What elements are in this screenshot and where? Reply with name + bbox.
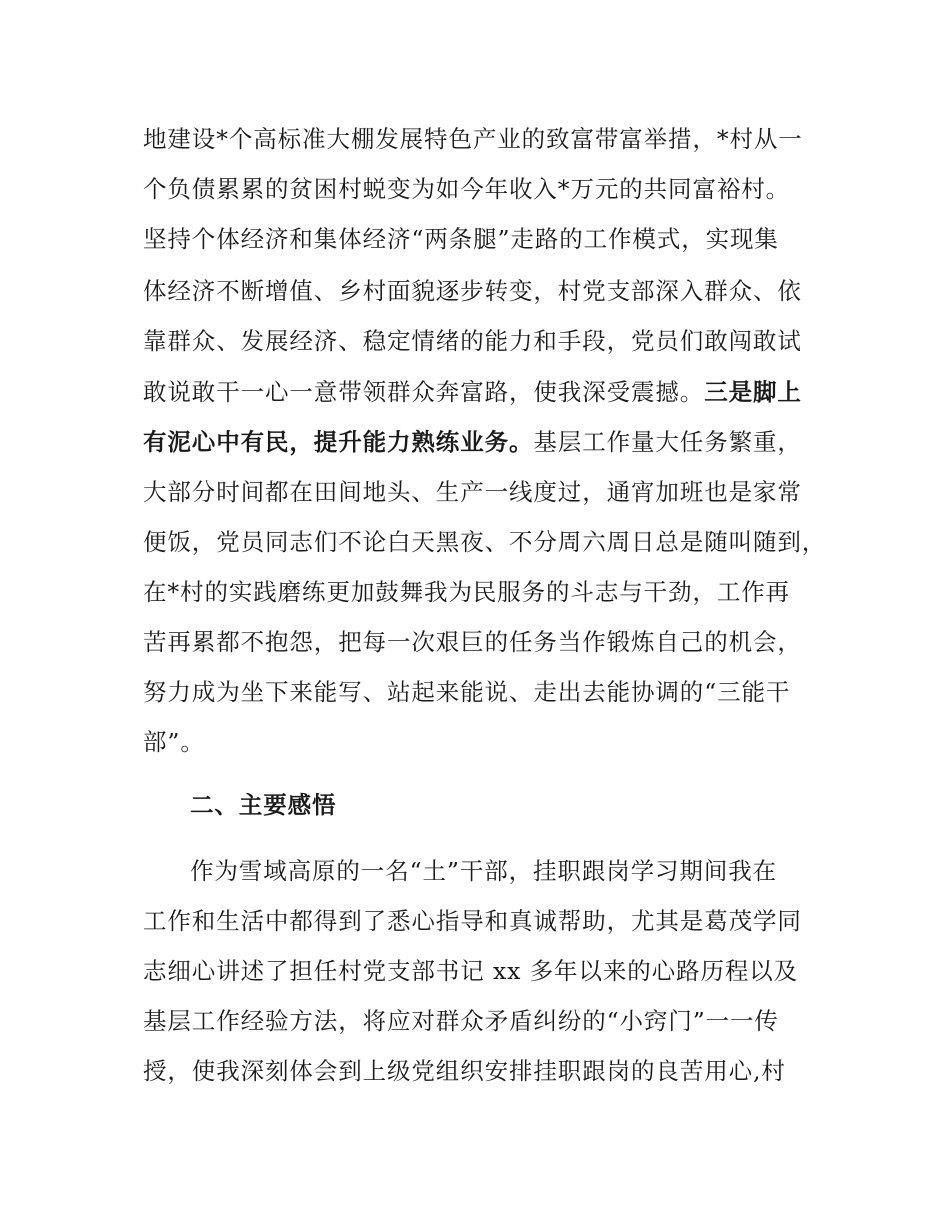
- paragraph-line: 便饭，党员同志们不论白天黑夜、不分周六周日总是随叫随到，: [143, 528, 827, 556]
- paragraph-line: [143, 427, 802, 457]
- paragraph-text: 基层工作量大任务繁重，: [533, 428, 802, 456]
- paragraph-line: 苦再累都不抱怨，把每一次艰巨的任务当作锻炼自己的机会，: [143, 628, 802, 656]
- paragraph-line: 努力成为坐下来能写、站起来能说、走出去能协调的“三能干: [143, 678, 791, 706]
- paragraph-line: 个负债累累的贫困村蜕变为如今年收入*万元的共同富裕村。: [143, 175, 791, 203]
- paragraph-line: 志细心讲述了担任村党支部书记 xx 多年以来的心路历程以及: [143, 957, 799, 985]
- paragraph-line: 在*村的实践磨练更加鼓舞我为民服务的斗志与干劲，工作再: [143, 578, 791, 606]
- paragraph-line: 地建设*个高标准大棚发展特色产业的致富带富举措，*村从一: [143, 125, 803, 153]
- paragraph-line: 工作和生活中都得到了悉心指导和真诚帮助，尤其是葛茂学同: [143, 907, 802, 935]
- paragraph-line: 靠群众、发展经济、稳定情绪的能力和手段，党员们敢闯敢试: [143, 327, 802, 355]
- paragraph-line: 授，使我深刻体会到上级党组织安排挂职跟岗的良苦用心,村: [143, 1057, 786, 1085]
- paragraph-text: 敢说敢干一心一意带领群众奔富路，使我深受震撼。: [143, 378, 705, 406]
- paragraph-line: 大部分时间都在田间地头、生产一线度过，通宵加班也是家常: [143, 478, 802, 506]
- paragraph-line: 体经济不断增值、乡村面貌逐步转变，村党支部深入群众、依: [143, 277, 802, 305]
- paragraph-line: 基层工作经验方法，将应对群众矛盾纠纷的“小窍门”一一传: [143, 1007, 779, 1035]
- section-heading: 二、主要感悟: [190, 791, 337, 819]
- paragraph-line: 坚持个体经济和集体经济“两条腿”走路的工作模式，实现集: [143, 225, 779, 253]
- bold-emphasis: 三是脚上: [704, 378, 802, 406]
- paragraph-line: 部”。: [143, 728, 205, 756]
- bold-emphasis: 有泥心中有民，提升能力熟练业务。: [143, 428, 534, 456]
- paragraph-line: 作为雪域高原的一名“土”干部，挂职跟岗学习期间我在: [190, 857, 778, 885]
- paragraph-line: [143, 377, 802, 407]
